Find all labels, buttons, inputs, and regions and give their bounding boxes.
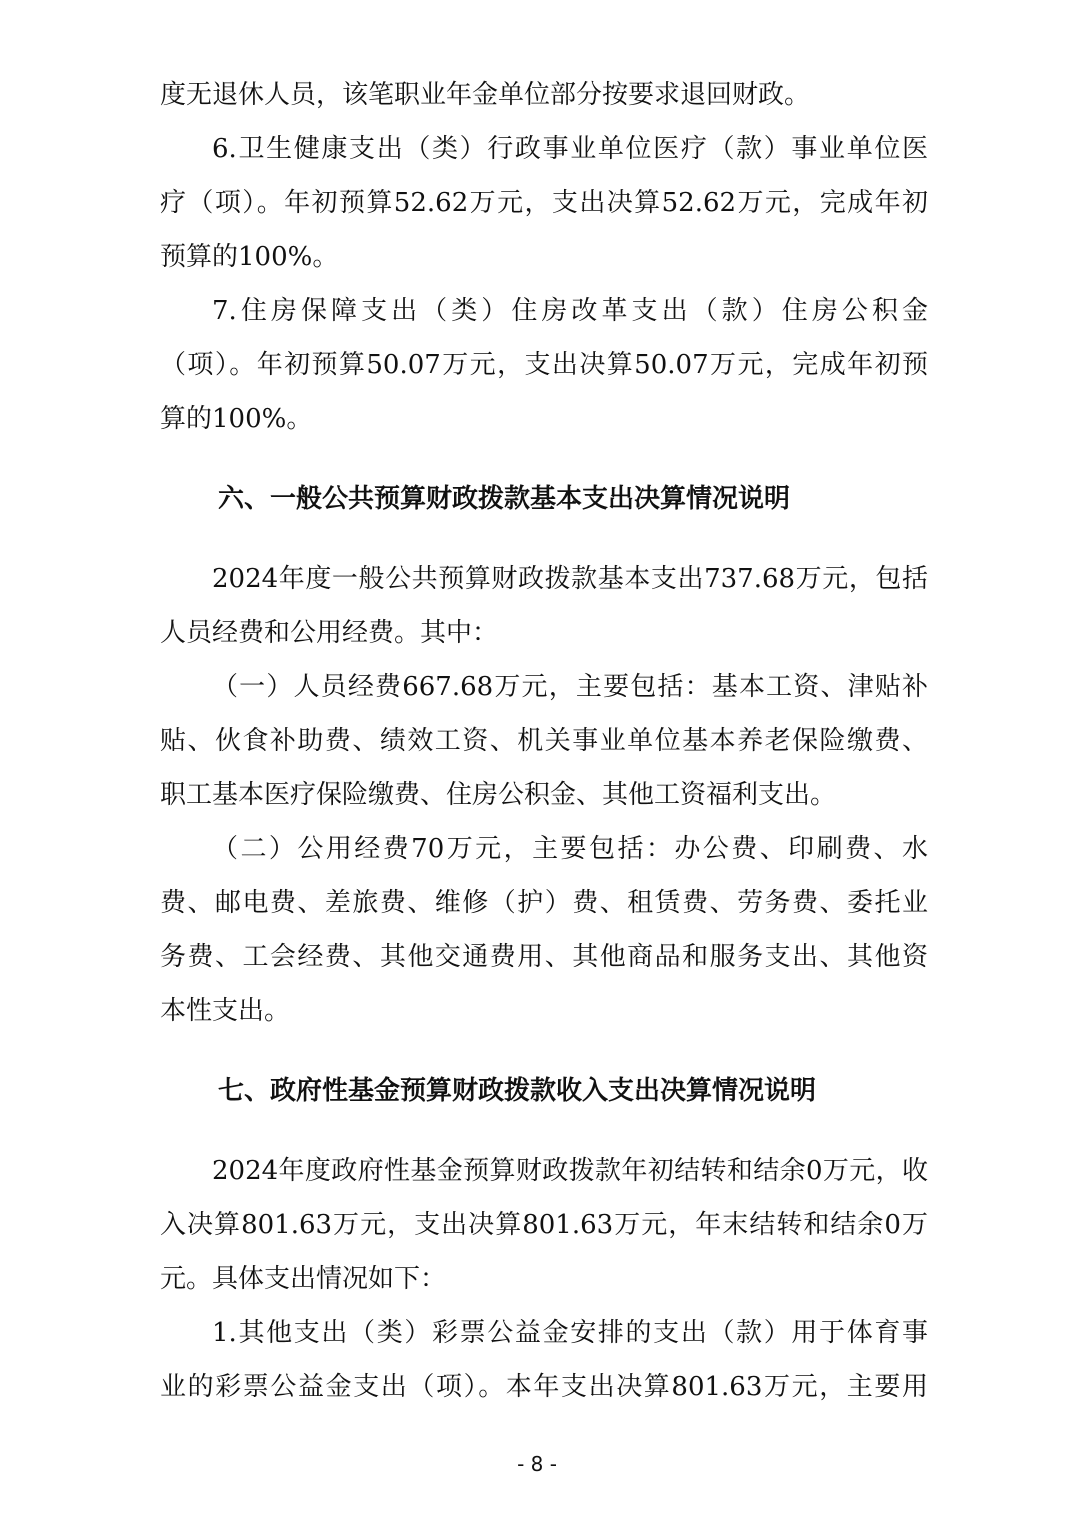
paragraph-line: 度无退休人员，该笔职业年金单位部分按要求退回财政。 [160, 80, 811, 110]
paragraph-line: 费、邮电费、差旅费、维修（护）费、租赁费、劳务费、委托业 [160, 888, 928, 918]
paragraph-line: （项）。年初预算50.07万元，支出决算50.07万元，完成年初预 [160, 350, 928, 380]
paragraph-line: 7.住房保障支出（类）住房改革支出（款）住房公积金 [212, 296, 928, 326]
paragraph-line: 预算的100%。 [160, 242, 339, 272]
paragraph-line: 2024年度政府性基金预算财政拨款年初结转和结余0万元，收 [212, 1156, 928, 1186]
paragraph-line: （二）公用经费70万元，主要包括：办公费、印刷费、水 [212, 834, 928, 864]
paragraph-line: 职工基本医疗保险缴费、住房公积金、其他工资福利支出。 [160, 780, 837, 810]
paragraph-line: 入决算801.63万元，支出决算801.63万元，年末结转和结余0万 [160, 1210, 928, 1240]
paragraph-line: 人员经费和公用经费。其中： [160, 618, 499, 648]
paragraph-line: 务费、工会经费、其他交通费用、其他商品和服务支出、其他资 [160, 942, 928, 972]
section-heading-6: 六、一般公共预算财政拨款基本支出决算情况说明 [218, 484, 791, 514]
page-number: - 8 - [517, 1452, 557, 1476]
paragraph-line: 1.其他支出（类）彩票公益金安排的支出（款）用于体育事 [212, 1318, 928, 1348]
section-heading-7: 七、政府性基金预算财政拨款收入支出决算情况说明 [218, 1076, 817, 1106]
paragraph-line: 贴、伙食补助费、绩效工资、机关事业单位基本养老保险缴费、 [160, 726, 928, 756]
paragraph-line: 本性支出。 [160, 996, 291, 1026]
document-body [160, 68, 928, 1414]
paragraph-line: 6.卫生健康支出（类）行政事业单位医疗（款）事业单位医 [212, 134, 928, 164]
paragraph-line: 元。具体支出情况如下： [160, 1264, 447, 1294]
paragraph-line: （一）人员经费667.68万元，主要包括：基本工资、津贴补 [212, 672, 928, 702]
paragraph-line: 2024年度一般公共预算财政拨款基本支出737.68万元，包括 [212, 564, 928, 594]
paragraph-line: 疗（项）。年初预算52.62万元，支出决算52.62万元，完成年初 [160, 188, 928, 218]
paragraph-line: 业的彩票公益金支出（项）。本年支出决算801.63万元，主要用 [160, 1372, 928, 1402]
paragraph-line: 算的100%。 [160, 404, 313, 434]
